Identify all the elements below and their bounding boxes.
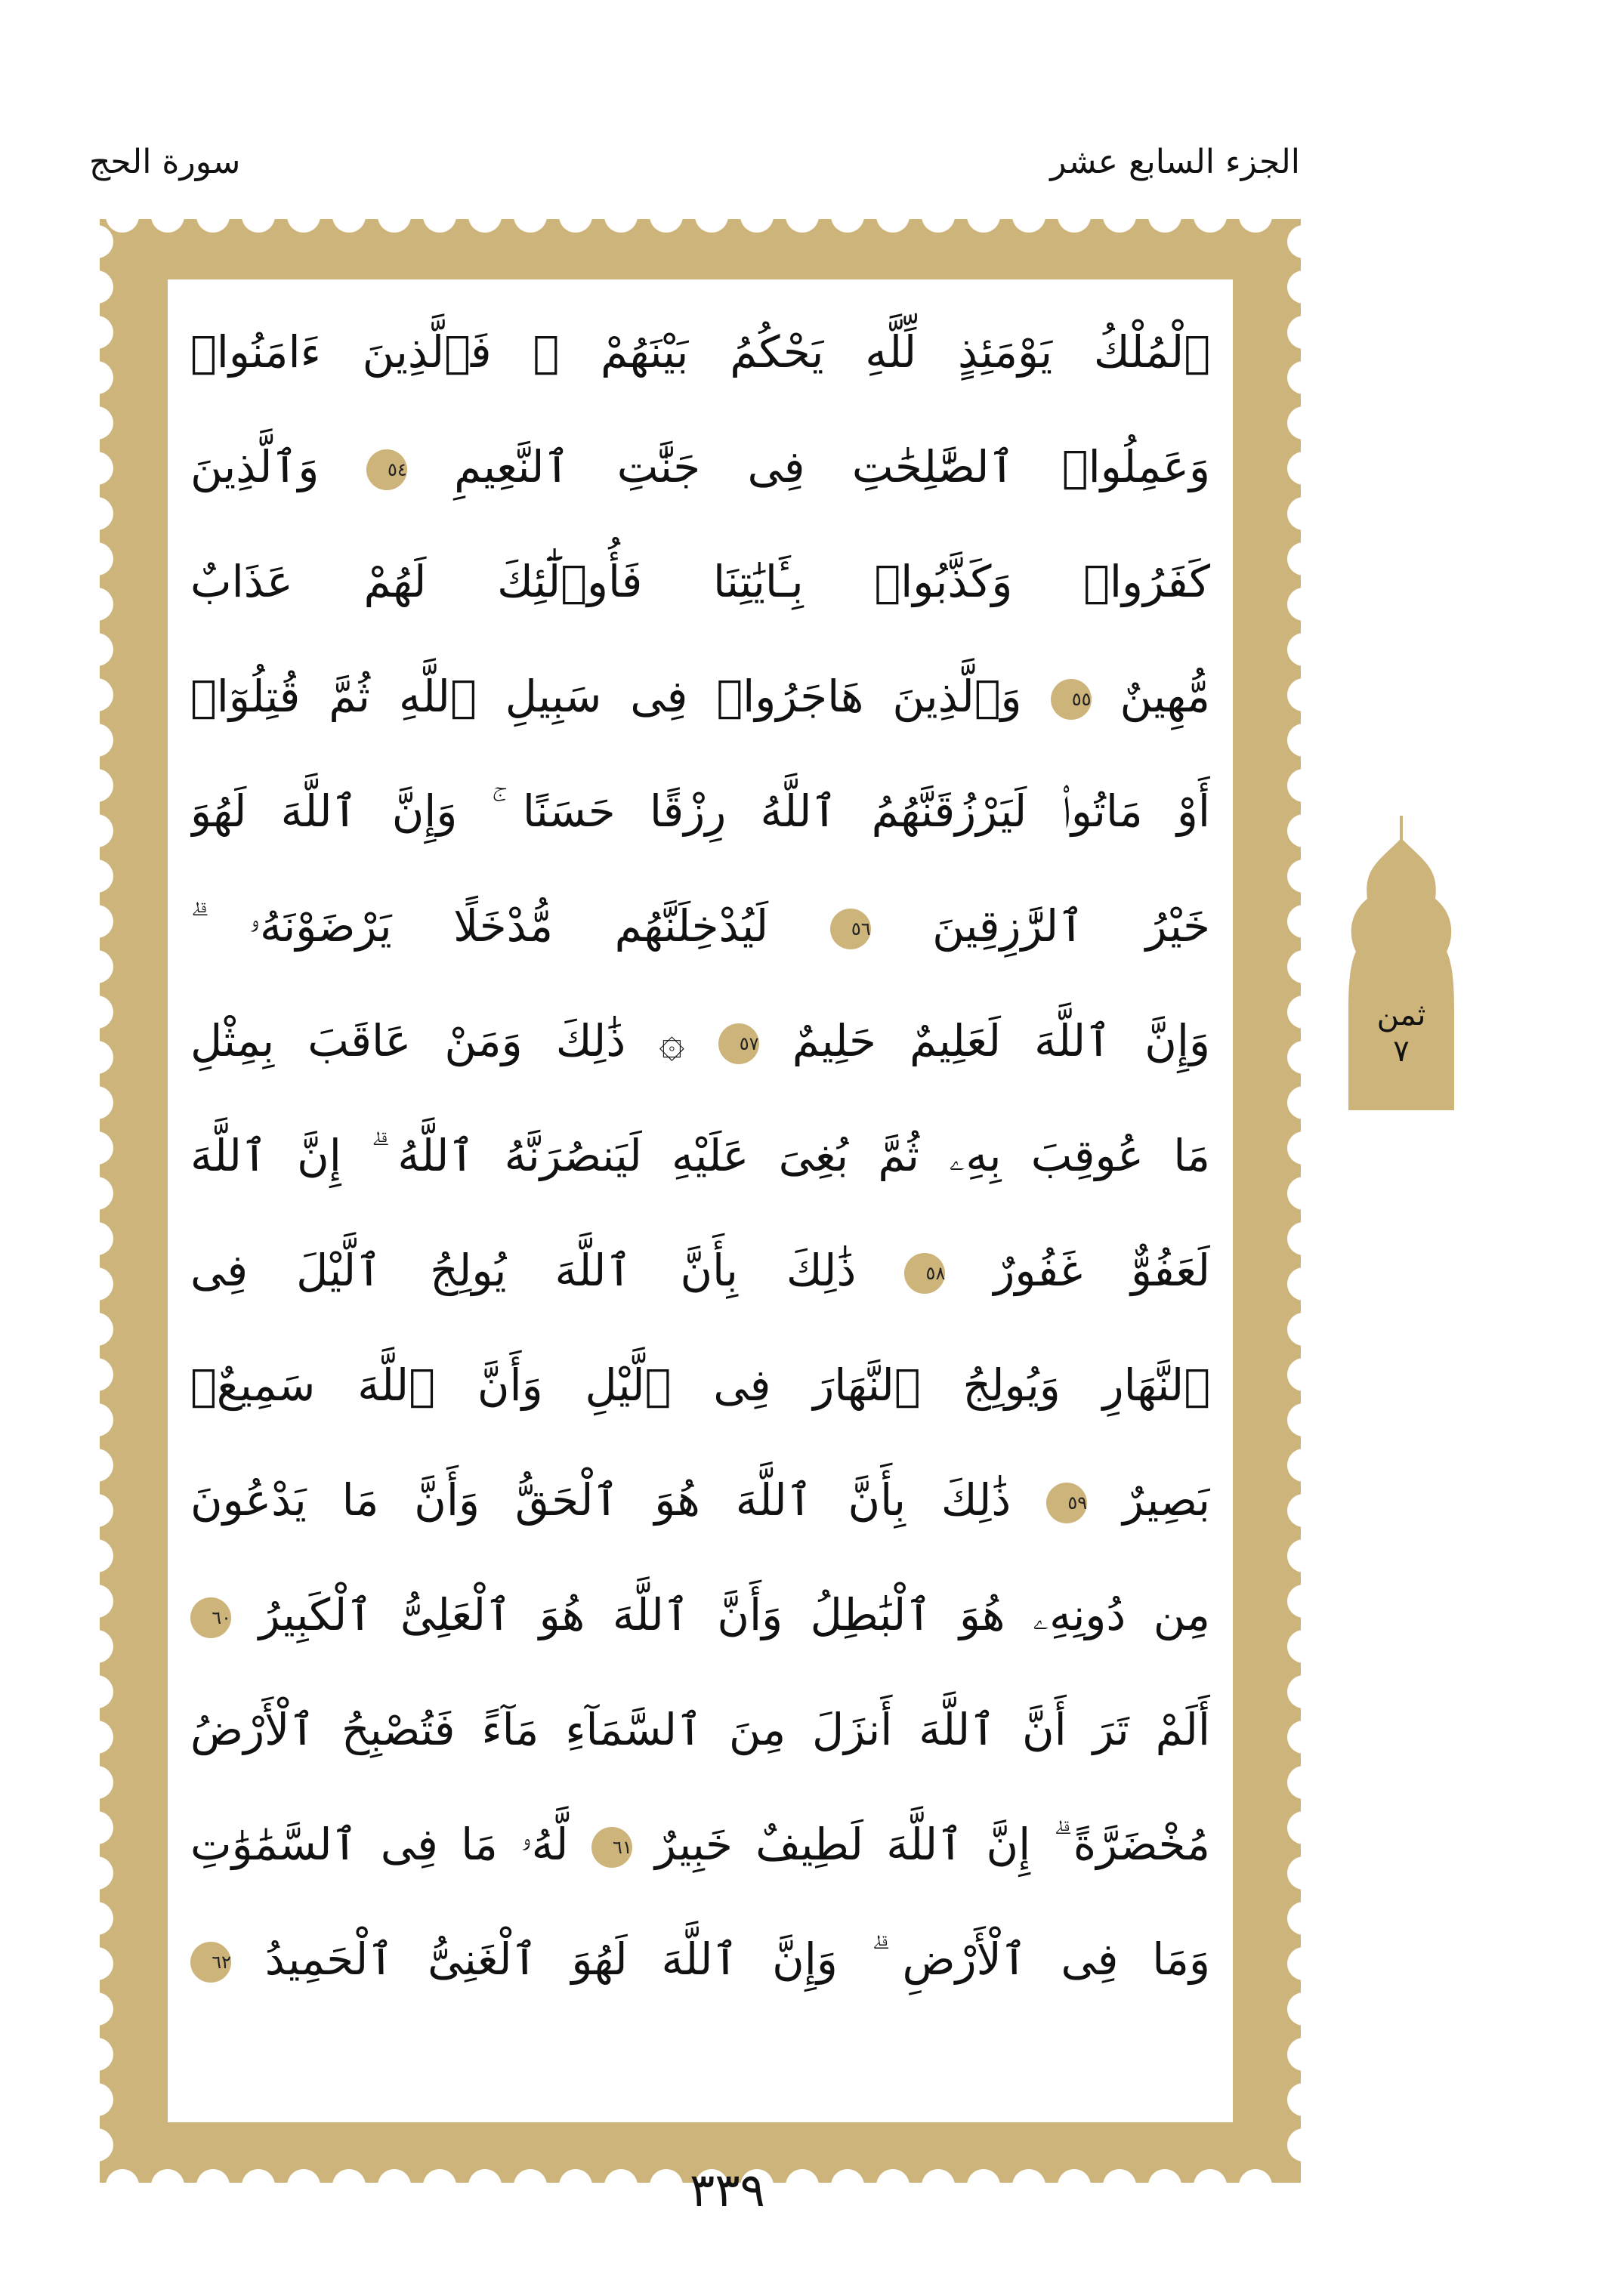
- verse-text: ٱلنَّهَارِ وَيُولِجُ ٱلنَّهَارَ فِى ٱلَّيْلِ وَأَنَّ ٱللَّهَ سَمِيعٌۢ: [190, 1359, 1210, 1411]
- surah-name: سورة الحج: [89, 143, 241, 181]
- ayah-number-marker: ٥٩: [1046, 1483, 1087, 1523]
- verse-line: [190, 983, 1210, 1098]
- verse-text: وَإِنَّ ٱللَّهَ لَعَلِيمٌ حَلِيمٌ: [792, 1015, 1210, 1066]
- verse-line: [190, 1328, 1210, 1443]
- verse-line: [190, 639, 1210, 754]
- verse-text: لَيُدْخِلَنَّهُم مُّدْخَلًا يَرْضَوْنَهُۥ ۗ: [190, 900, 769, 952]
- verse-line: [190, 1787, 1210, 1902]
- verse-text: خَيْرُ ٱلرَّٰزِقِينَ: [932, 900, 1210, 952]
- verse-text: وَعَمِلُوا۟ ٱلصَّٰلِحَٰتِ فِى جَنَّٰتِ ٱلنَّعِيمِ: [454, 441, 1210, 492]
- verse-text: مُخْضَرَّةً ۗ إِنَّ ٱللَّهَ لَطِيفٌ خَبِيرٌ: [655, 1819, 1210, 1870]
- verse-text: بَصِيرٌ: [1123, 1474, 1210, 1526]
- verse-text: مِن دُونِهِۦ هُوَ ٱلْبَٰطِلُ وَأَنَّ ٱللَّهَ هُوَ ٱلْعَلِىُّ ٱلْكَبِيرُ: [258, 1589, 1210, 1640]
- juz-name: الجزء السابع عشر: [1050, 143, 1300, 181]
- verse-text: مُّهِينٌ: [1120, 671, 1210, 722]
- verse-line: [190, 1902, 1210, 2017]
- verse-text: لَّهُۥ مَا فِى ٱلسَّمَٰوَٰتِ: [190, 1819, 569, 1870]
- verse-line: [190, 409, 1210, 524]
- verse-text: ٱلْمُلْكُ يَوْمَئِذٍ لِّلَّهِ يَحْكُمُ بَيْنَهُمْ ۚ فَٱلَّذِينَ ءَامَنُوا۟: [190, 326, 1210, 378]
- verse-text: ۞ ذَٰلِكَ وَمَنْ عَاقَبَ بِمِثْلِ: [190, 1015, 685, 1066]
- verse-text: ذَٰلِكَ بِأَنَّ ٱللَّهَ يُولِجُ ٱلَّيْلَ فِى: [190, 1245, 857, 1296]
- page-number: ٣٣٩: [690, 2162, 765, 2217]
- verse-line: [190, 1213, 1210, 1328]
- ayah-number-marker: ٥٥: [1051, 679, 1092, 720]
- verse-line: [190, 869, 1210, 983]
- ayah-number-marker: ٦١: [591, 1827, 632, 1868]
- verse-line: [190, 295, 1210, 409]
- verse-line: [190, 1672, 1210, 1787]
- ayah-number-marker: ٥٤: [366, 449, 407, 490]
- verse-text: ذَٰلِكَ بِأَنَّ ٱللَّهَ هُوَ ٱلْحَقُّ وَأَنَّ مَا يَدْعُونَ: [190, 1474, 1011, 1526]
- verse-line: [190, 1098, 1210, 1213]
- verse-text: وَمَا فِى ٱلْأَرْضِ ۗ وَإِنَّ ٱللَّهَ لَهُوَ ٱلْغَنِىُّ ٱلْحَمِيدُ: [264, 1933, 1210, 1985]
- ayah-number-marker: ٥٦: [830, 909, 871, 949]
- quran-text-panel: [168, 279, 1233, 2122]
- verse-text: وَٱلَّذِينَ هَاجَرُوا۟ فِى سَبِيلِ ٱللَّهِ ثُمَّ قُتِلُوٓا۟: [190, 671, 1022, 722]
- verse-text: أَوْ مَاتُوا۟ لَيَرْزُقَنَّهُمُ ٱللَّهُ رِزْقًا حَسَنًا ۚ وَإِنَّ ٱللَّهَ لَهُوَ: [190, 785, 1210, 837]
- ayah-number-marker: ٥٧: [718, 1023, 759, 1064]
- verse-text: لَعَفُوٌّ غَفُورٌ: [993, 1245, 1210, 1296]
- page-header: [0, 128, 1606, 196]
- verse-line: [190, 1557, 1210, 1672]
- thumn-number: ٧: [1393, 1034, 1410, 1069]
- thumn-label: [1348, 997, 1454, 1069]
- verse-line: [190, 1443, 1210, 1557]
- verse-text: وَٱلَّذِينَ: [190, 441, 320, 492]
- verse-text: كَفَرُوا۟ وَكَذَّبُوا۟ بِـَٔايَٰتِنَا فَأُو۟لَٰٓئِكَ لَهُمْ عَذَابٌ: [190, 556, 1210, 607]
- verse-line: [190, 524, 1210, 639]
- thumn-word: ثمن: [1376, 998, 1426, 1032]
- ayah-number-marker: ٦٠: [190, 1597, 231, 1638]
- verse-text: أَلَمْ تَرَ أَنَّ ٱللَّهَ أَنزَلَ مِنَ ٱلسَّمَآءِ مَآءً فَتُصْبِحُ ٱلْأَرْضُ: [190, 1704, 1210, 1755]
- verse-line: [190, 754, 1210, 869]
- ayah-number-marker: ٥٨: [904, 1253, 945, 1294]
- verse-text: مَا عُوقِبَ بِهِۦ ثُمَّ بُغِىَ عَلَيْهِ لَيَنصُرَنَّهُ ٱللَّهُ ۗ إِنَّ ٱللَّهَ: [190, 1130, 1210, 1181]
- ayah-number-marker: ٦٢: [190, 1942, 231, 1983]
